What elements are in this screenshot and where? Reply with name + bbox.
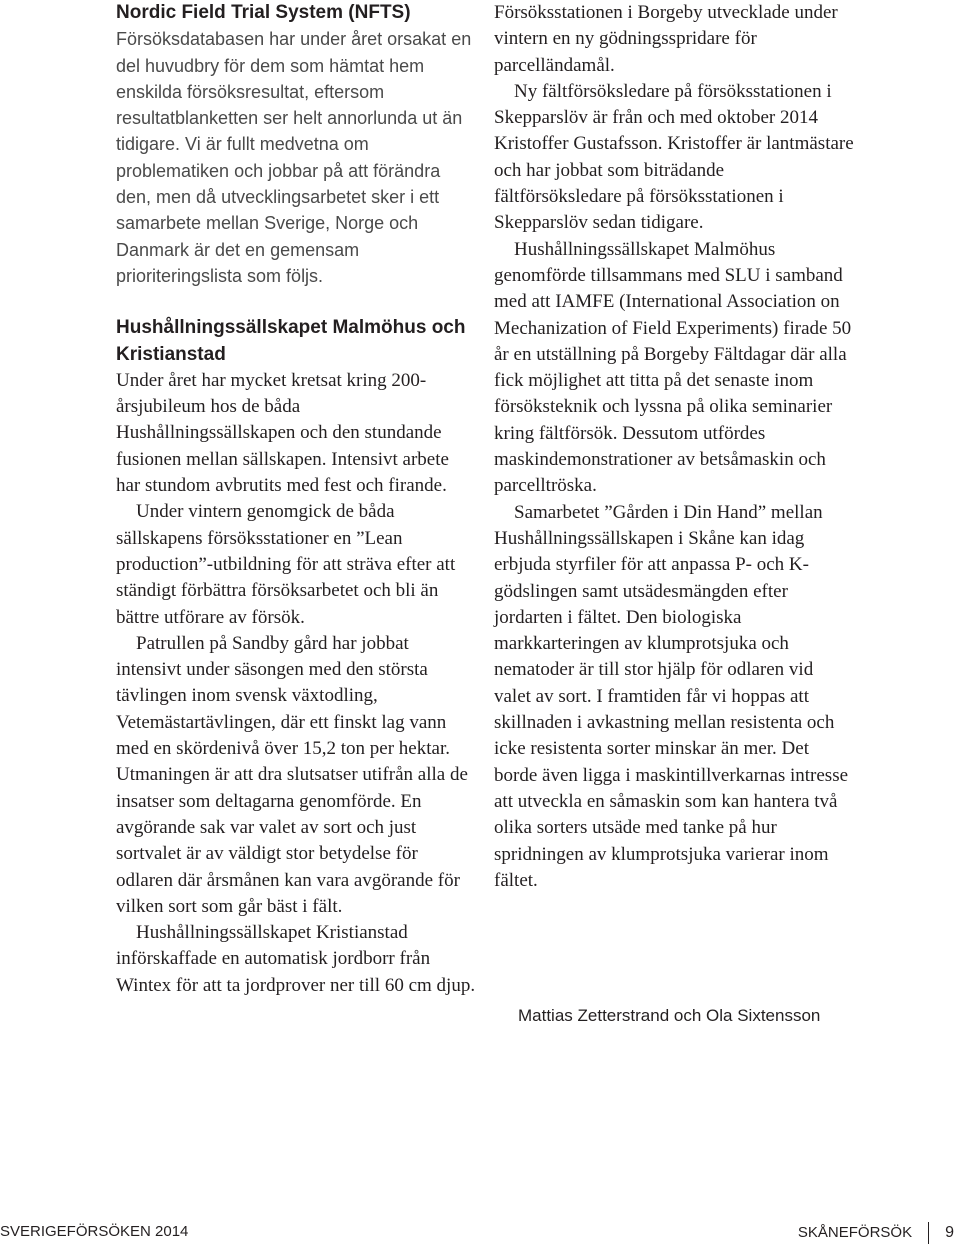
author-byline: Mattias Zetterstrand och Ola Sixtensson [518,1006,821,1025]
body-paragraph: Under året har mycket kretsat kring 200-årsjubileum hos de båda Hushållningssällskapen och den stundande fusionen mellan sällskapen. Intensivt arbete har stundom avbrutits med fest och firande. [116,369,449,497]
body-paragraph: Ny fältförsöksledare på försöksstationen i Skepparslöv är från och med oktober 2014 Kristoffer Gustafsson. Kristoffer är lantmästare och har jobbat som biträdande fältförsöksledare på försöksstationen i Skepparslöv sedan tidigare. [494,80,854,234]
section-heading-hushallningssallskapet: Hushållningssällskapet Malmöhus och Kristianstad [116,317,466,365]
page-number: 9 [945,1224,954,1241]
body-paragraph: Samarbetet ”Gården i Din Hand” mellan Hushållningssällskapen i Skåne kan idag erbjuda styrfiler för att anpassa P- och K-gödslingen samt utsädesmängden efter jordarten i fältet. Den biologiska markkarteringen av klumprotsjuka och nematoder är till stor hjälp för odlaren vid valet av sort. I framtiden får vi hoppas att skillnaden i avkastning mellan resistenta och icke resistenta sorter minskar än mer. Det borde även ligga i maskintillverkarnas intresse att utveckla en såmaskin som kan hantera två olika sorters utsäde med tanke på hur spridningen av klumprotsjuka varierar inom fältet. [494,501,849,891]
footer-section-name: SKÅNEFÖRSÖK [797,1224,913,1241]
body-paragraph: Hushållningssällskapet Kristianstad införskaffade en automatisk jordborr från Wintex för att ta jordprover ner till 60 cm djup. [116,922,476,996]
footer-section [798,1222,954,1244]
body-paragraph: Patrullen på Sandby gård har jobbat intensivt under säsongen med den största tävlingen inom svensk växtodling, Vetemästartävlingen, där ett finskt lag vann med en skördenivå över 15,2 ton per hektar. Utmaningen är att dra slutsatser utifrån alla de insatser som deltagarna genomförde. En avgörande sak var valet av sort och just sortvalet är av väldigt stor betydelse för odlaren där årsmånen kan vara avgörande för vilken sort som går bäst i fält. [116,632,468,917]
footer-divider [928,1222,929,1244]
body-paragraph: Under vintern genomgick de båda sällskapens försöksstationer en ”Lean production”-utbildning för att sträva efter att ständigt förbättra försöksarbetet och bli än bättre utförare av försök. [116,501,456,628]
right-column [494,0,854,894]
body-paragraph: Hushållningssällskapet Malmöhus genomförde tillsammans med SLU i samband med att IAMFE (International Association on Mechanization of Field Experiments) firade 50 år en utställning på Borgeby Fältdagar där alla fick möjlighet att titta på det senaste inom försöksteknik och lyssna på olika seminarier kring fältförsök. Dessutom utfördes maskindemonstrationer av betsåmaskin och parcelltröska. [494,238,852,497]
footer-publication-title: SVERIGEFÖRSÖKEN 2014 [0,1223,189,1240]
nfts-paragraph: Försöksdatabasen har under året orsakat en del huvudbry för dem som hämtat hem enskilda försöksresultat, eftersom resultatblanketten ser helt annorlunda ut än tidigare. Vi är fullt medvetna om problematiken och jobbar på att förändra den, men då utvecklingsarbetet sker i ett samarbete mellan Sverige, Norge och Danmark är det en gemensam prioriteringslista som följs. [116,29,472,286]
left-column [116,0,476,999]
section-heading-nfts: Nordic Field Trial System (NFTS) [116,2,411,23]
body-paragraph: Försöksstationen i Borgeby utvecklade under vintern en ny gödningsspridare för parcelländamål. [494,2,838,76]
